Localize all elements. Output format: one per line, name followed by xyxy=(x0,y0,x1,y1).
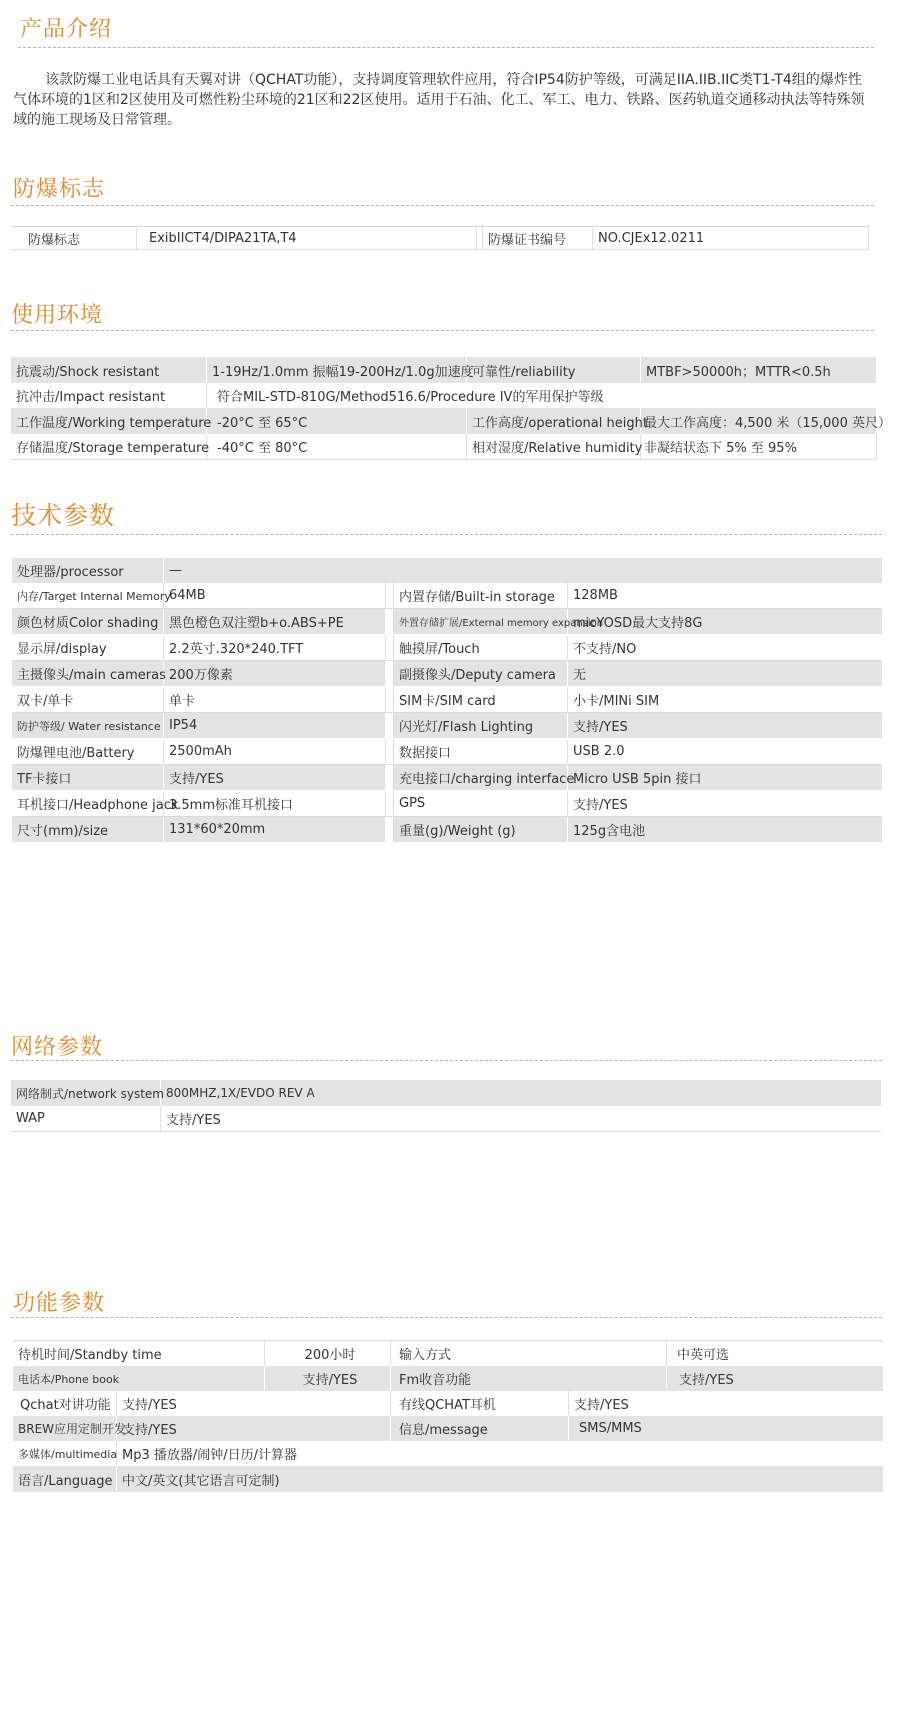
explosion-mark-row xyxy=(11,227,869,250)
column-gap xyxy=(386,765,394,790)
wired-qchat-label: 有线QCHAT耳机 xyxy=(391,1391,569,1416)
sim-card-label: SIM卡/SIM card xyxy=(394,687,568,712)
size-value: 131*60*20mm xyxy=(164,817,386,842)
water-resistance-label: 防护等级/ Water resistance xyxy=(12,713,164,738)
message-label: 信息/message xyxy=(391,1416,569,1441)
tech-row xyxy=(12,635,882,661)
environment-row xyxy=(11,408,891,434)
touch-value: 不支持/NO xyxy=(573,642,637,657)
weight-value: 125g含电池 xyxy=(573,824,646,839)
fm-radio-label: Fm收音功能 xyxy=(391,1366,667,1391)
phone-book-value: 支持/YES xyxy=(265,1366,391,1391)
tf-card-label: TF卡接口 xyxy=(12,765,164,790)
internal-memory-value: 64MB xyxy=(164,583,386,608)
relative-humidity-label: 相对湿度/Relative humidity xyxy=(467,434,641,459)
main-camera-value: 200万像素 xyxy=(164,661,386,686)
shock-value: 1-19Hz/1.0mm 振幅19-200Hz/1.0g加速度 xyxy=(207,357,467,383)
tech-row xyxy=(12,609,882,634)
storage-temperature-label: 存储温度/Storage temperature xyxy=(11,434,207,459)
weight-label: 重量(g)/Weight (g) xyxy=(394,817,568,842)
working-temperature-value: -20°C 至 65°C xyxy=(207,408,467,434)
working-temperature-label: 工作温度/Working temperature xyxy=(11,408,207,434)
touch-label: 触摸屏/Touch xyxy=(394,635,568,660)
functions-divider xyxy=(11,1317,882,1318)
column-gap xyxy=(386,817,394,842)
qchat-value: 支持/YES xyxy=(117,1391,391,1416)
functions-row xyxy=(13,1466,883,1492)
external-memory-label: 外置存储扩展/External memory expansion xyxy=(394,609,568,634)
battery-label: 防爆锂电池/Battery xyxy=(12,739,164,764)
built-in-storage-label: 内置存储/Built-in storage xyxy=(394,583,568,608)
operational-height-label: 工作高度/operational height xyxy=(467,408,641,434)
gps-label: GPS xyxy=(394,791,568,816)
environment-divider xyxy=(11,330,874,331)
column-gap xyxy=(386,583,394,608)
functions-title: 功能参数 xyxy=(13,1291,106,1316)
certificate-number-label: 防爆证书编号 xyxy=(483,227,593,249)
environment-row xyxy=(11,357,877,383)
network-system-value: 800MHZ,1X/EVDO REV A xyxy=(166,1086,315,1100)
multimedia-value: Mp3 播放器/闹钟/日历/计算器 xyxy=(122,1448,298,1463)
standby-time-label: 待机时间/Standby time xyxy=(13,1341,265,1366)
internal-memory-label: 内存/Target Internal Memory xyxy=(12,583,164,608)
fm-radio-value: 支持/YES xyxy=(679,1373,734,1388)
shock-label: 抗震动/Shock resistant xyxy=(11,357,207,383)
tech-row xyxy=(12,687,882,713)
explosion-mark-value: ExibIICT4/DIPA21TA,T4 xyxy=(137,227,477,249)
deputy-camera-value: 无 xyxy=(573,668,587,683)
functions-row xyxy=(13,1416,883,1441)
external-memory-value: micYOSD最大支持8G xyxy=(573,616,703,631)
operational-height-value: 最大工作高度：4,500 米（15,000 英尺） xyxy=(641,408,877,434)
reliability-label: 可靠性/reliability xyxy=(467,357,641,383)
tech-row xyxy=(12,583,882,609)
tech-row xyxy=(12,739,882,765)
intro-title: 产品介绍 xyxy=(20,17,113,42)
processor-label: 处理器/processor xyxy=(12,558,164,583)
tech-divider xyxy=(11,534,882,535)
functions-row xyxy=(13,1366,883,1391)
tech-table xyxy=(12,558,882,842)
tech-row xyxy=(12,791,882,817)
brew-label: BREW应用定制开发 xyxy=(13,1416,117,1441)
language-value: 中文/英文(其它语言可定制) xyxy=(122,1473,280,1489)
explosion-mark-divider xyxy=(11,205,874,206)
multimedia-label: 多媒体/multimedia xyxy=(13,1441,117,1466)
column-gap xyxy=(386,609,394,634)
explosion-mark-table xyxy=(11,226,869,250)
standby-time-value: 200小时 xyxy=(265,1341,391,1366)
flash-lighting-label: 闪光灯/Flash Lighting xyxy=(394,713,568,738)
wap-label: WAP xyxy=(11,1106,161,1131)
size-label: 尺寸(mm)/size xyxy=(12,817,164,842)
tech-row xyxy=(12,817,882,842)
water-resistance-value: IP54 xyxy=(164,713,386,738)
environment-title: 使用环境 xyxy=(11,303,104,328)
data-interface-value: USB 2.0 xyxy=(573,744,625,759)
column-gap xyxy=(386,687,394,712)
tf-card-value: 支持/YES xyxy=(164,765,386,790)
color-shading-label: 颜色材质Color shading xyxy=(12,609,164,634)
impact-label: 抗冲击/Impact resistant xyxy=(11,383,207,408)
storage-temperature-value: -40°C 至 80°C xyxy=(207,434,467,459)
network-row xyxy=(11,1106,881,1132)
input-method-label: 输入方式 xyxy=(391,1341,667,1366)
explosion-mark-label: 防爆标志 xyxy=(11,227,137,249)
network-row xyxy=(11,1080,881,1106)
card-mode-value: 单卡 xyxy=(164,687,386,712)
functions-row xyxy=(13,1340,883,1367)
column-gap xyxy=(386,713,394,738)
environment-row xyxy=(11,383,877,409)
tech-row xyxy=(12,765,882,790)
network-system-label: 网络制式/network system xyxy=(11,1080,161,1106)
column-gap xyxy=(386,791,394,816)
functions-row xyxy=(13,1391,883,1417)
tech-row xyxy=(12,713,882,738)
display-label: 显示屏/display xyxy=(12,635,164,660)
environment-row xyxy=(11,434,877,460)
wired-qchat-value: 支持/YES xyxy=(574,1398,629,1413)
qchat-label: Qchat对讲功能 xyxy=(13,1391,117,1416)
battery-value: 2500mAh xyxy=(164,739,386,764)
built-in-storage-value: 128MB xyxy=(573,588,618,603)
wap-value: 支持/YES xyxy=(166,1113,221,1128)
deputy-camera-label: 副摄像头/Deputy camera xyxy=(394,661,568,686)
column-gap xyxy=(386,635,394,660)
intro-divider xyxy=(18,47,874,48)
card-mode-label: 双卡/单卡 xyxy=(12,687,164,712)
functions-row xyxy=(13,1441,883,1467)
headphone-jack-value: 3.5mm标准耳机接口 xyxy=(164,791,386,816)
network-title: 网络参数 xyxy=(11,1035,104,1060)
data-interface-label: 数据接口 xyxy=(394,739,568,764)
functions-table xyxy=(13,1340,883,1492)
message-value: SMS/MMS xyxy=(579,1421,642,1436)
language-label: 语言/Language xyxy=(13,1466,117,1492)
tech-title: 技术参数 xyxy=(11,501,116,530)
processor-value: — xyxy=(169,563,182,578)
headphone-jack-label: 耳机接口/Headphone jack xyxy=(12,791,164,816)
gps-value: 支持/YES xyxy=(573,798,628,813)
flash-lighting-value: 支持/YES xyxy=(573,720,628,735)
tech-row xyxy=(12,661,882,686)
main-camera-label: 主摄像头/main cameras xyxy=(12,661,164,686)
brew-value: 支持/YES xyxy=(117,1416,391,1441)
input-method-value: 中英可选 xyxy=(677,1348,730,1363)
charging-interface-label: 充电接口/charging interface xyxy=(394,765,568,790)
certificate-number-value: NO.CJEx12.0211 xyxy=(593,227,869,249)
phone-book-label: 电话本/Phone book xyxy=(13,1366,265,1391)
charging-interface-value: Micro USB 5pin 接口 xyxy=(573,772,702,787)
color-shading-value: 黑色橙色双注塑b+o.ABS+PE xyxy=(164,609,386,634)
network-table xyxy=(11,1080,881,1132)
relative-humidity-value: 非凝结状态下 5% 至 95% xyxy=(641,434,877,459)
explosion-mark-title: 防爆标志 xyxy=(13,177,106,202)
network-divider xyxy=(11,1060,882,1061)
sim-card-value: 小卡/MINi SIM xyxy=(573,694,660,709)
column-gap xyxy=(386,661,394,686)
intro-text: 该款防爆工业电话具有天翼对讲（QCHAT功能），支持调度管理软件应用，符合IP54防护等级，可满足IIA.IIB.IIC类T1-T4组的爆炸性气体环境的1区和2区使用及可燃性粉尘环境的21区和22区使用。适用于石油、化工、军工、电力、铁路、医药轨道交通移动执法等特殊领域的施工现场及日常管理。 xyxy=(13,72,865,128)
display-value: 2.2英寸.320*240.TFT xyxy=(164,635,386,660)
processor-row xyxy=(12,558,882,583)
reliability-value: MTBF>50000h；MTTR<0.5h xyxy=(641,357,877,383)
environment-table xyxy=(11,357,891,460)
impact-value: 符合MIL-STD-810G/Method516.6/Procedure IV的军用保护等级 xyxy=(217,390,604,405)
column-gap xyxy=(386,739,394,764)
